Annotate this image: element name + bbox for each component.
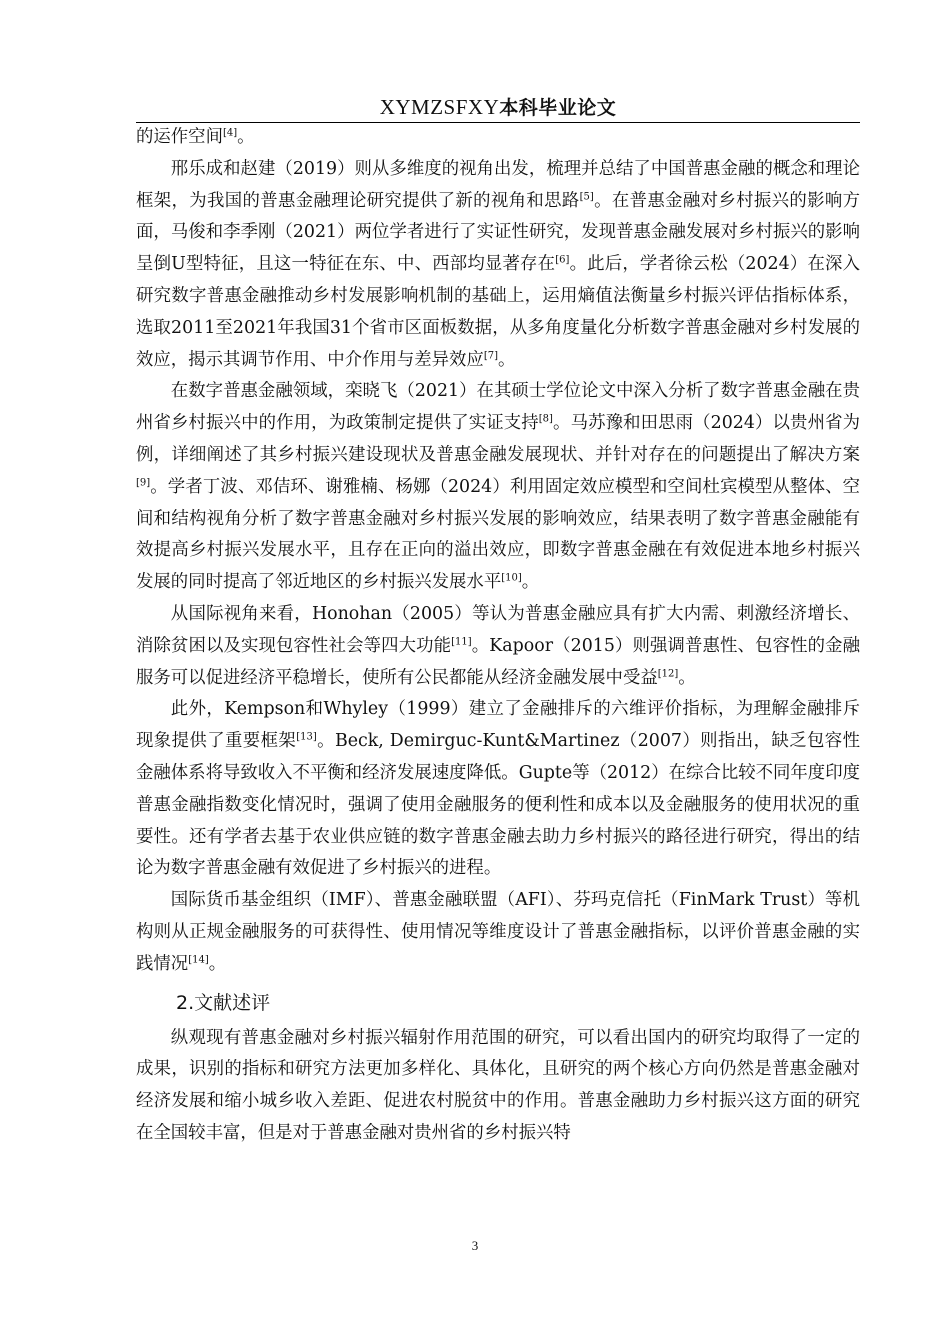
section-heading: 2.文献述评 — [176, 991, 271, 1014]
citation-marker: [13] — [296, 731, 317, 743]
citation-marker: [6] — [555, 254, 570, 266]
body-paragraph — [136, 599, 860, 694]
citation-marker: [7] — [483, 350, 498, 362]
paragraph-text: 此外，Kempson和Whyley（1999）建立了金融排斥的六维评价指标，为理解金融排斥现象提供了重要框架 — [136, 699, 860, 752]
paragraph-text: 国际货币基金组织（IMF）、普惠金融联盟（AFI）、芬玛克信托（FinMark Trust）等机构则从正规金融服务的可获得性、使用情况等维度设计了普惠金融指标，以评价普惠金融的实践情况 — [136, 890, 860, 974]
header-code: XYMZSFXY — [379, 95, 500, 119]
citation-marker: [14] — [188, 954, 209, 966]
paragraph-text: 。此后，学者徐云松（2024）在深入研究数字普惠金融推动乡村发展影响机制的基础上，运用熵值法衡量乡村振兴评估指标体系，选取2011至2021年我国31个省市区面板数据，从多角度量化分析数字普惠金融对乡村发展的效应，揭示其调节作用、中介作用与差异效应 — [136, 254, 860, 370]
citation-marker: [12] — [657, 668, 679, 680]
paragraph-text: 。在普惠金融对乡村振兴的影响方面，马俊和李季刚（2021）两位学者进行了实证性研究，发现普惠金融发展对乡村振兴的影响呈倒U型特征，且这一特征在东、中、西部均显著存在 — [136, 190, 860, 275]
body-paragraph — [136, 122, 860, 154]
body-paragraph — [136, 694, 860, 885]
paragraph-text: 从国际视角来看，Honohan（2005）等认为普惠金融应具有扩大内需、刺激经济增长、消除贫困以及实现包容性社会等四大功能 — [136, 603, 860, 656]
header-thesis-label: 本科毕业论文 — [499, 97, 617, 119]
citation-marker: [5] — [579, 191, 594, 203]
page-header — [136, 92, 860, 123]
paragraph-text: 。Kapoor（2015）则强调普惠性、包容性的金融服务可以促进经济平稳增长，使所有公民都能从经济金融发展中受益 — [136, 635, 860, 688]
page-number: 3 — [471, 1238, 479, 1253]
literature-review-paragraphs — [136, 122, 860, 981]
paragraph-text: 。学者丁波、邓佶环、谢雅楠、杨娜（2024）利用固定效应模型和空间杜宾模型从整体、空间和结构视角分析了数字普惠金融对乡村振兴发展的影响效应，结果表明了数字普惠金融能有效提高乡村振兴发展水平，且存在正向的溢出效应，即数字普惠金融在有效促进本地乡村振兴发展的同时提高了邻近地区的乡村振兴发展水平 — [136, 476, 860, 593]
citation-marker: [11] — [451, 636, 472, 648]
paragraph-text: 。马苏豫和田思雨（2024）以贵州省为例，详细阐述了其乡村振兴建设现状及普惠金融发展现状、并针对存在的问题提出了解决方案 — [136, 413, 860, 465]
citation-marker: [4] — [222, 127, 238, 139]
body-paragraph — [136, 376, 860, 599]
paragraph-text: 邢乐成和赵建（2019）则从多维度的视角出发，梳理并总结了中国普惠金融的概念和理论框架，为我国的普惠金融理论研究提供了新的视角和思路 — [136, 158, 860, 211]
paragraph-text: 。 — [208, 953, 227, 974]
citation-marker: [9] — [136, 477, 151, 489]
paragraph-text: 。 — [678, 667, 696, 688]
paper-body — [136, 122, 860, 1150]
citation-marker: [10] — [501, 572, 522, 584]
paragraph-text: 在数字普惠金融领域，栾晓飞（2021）在其硕士学位论文中深入分析了数字普惠金融在贵州省乡村振兴中的作用，为政策制定提供了实证支持 — [136, 381, 860, 434]
body-paragraph: 纵观现有普惠金融对乡村振兴辐射作用范围的研究，可以看出国内的研究均取得了一定的成果，识别的指标和研究方法更加多样化、具体化，且研究的两个核心方向仍然是普惠金融对经济发展和缩小城乡收入差距、促进农村脱贫中的作用。普惠金融助力乡村振兴这方面的研究在全国较丰富，但是对于普惠金融对贵州省的乡村振兴特 — [136, 1027, 860, 1143]
paragraph-text: 。 — [498, 349, 516, 370]
body-paragraph — [136, 154, 860, 377]
body-paragraph — [136, 885, 860, 980]
paragraph-text: 的运作空间 — [136, 127, 223, 147]
paragraph-text: 。 — [521, 572, 540, 593]
paragraph-text: 。 — [237, 127, 255, 147]
citation-marker: [8] — [538, 413, 553, 425]
paragraph-text: 。Beck, Demirguc-Kunt&Martinez（2007）则指出，缺乏包容性金融体系将导致收入不平衡和经济发展速度降低。Gupte等（2012）在综合比较不同年度印度普惠金融指数变化情况时，强调了使用金融服务的便利性和成本以及金融服务的使用状况的重要性。还有学者去基于农业供应链的数字普惠金融去助力乡村振兴的路径进行研究，得出的结论为数字普惠金融有效促进了乡村振兴的进程。 — [136, 731, 860, 879]
